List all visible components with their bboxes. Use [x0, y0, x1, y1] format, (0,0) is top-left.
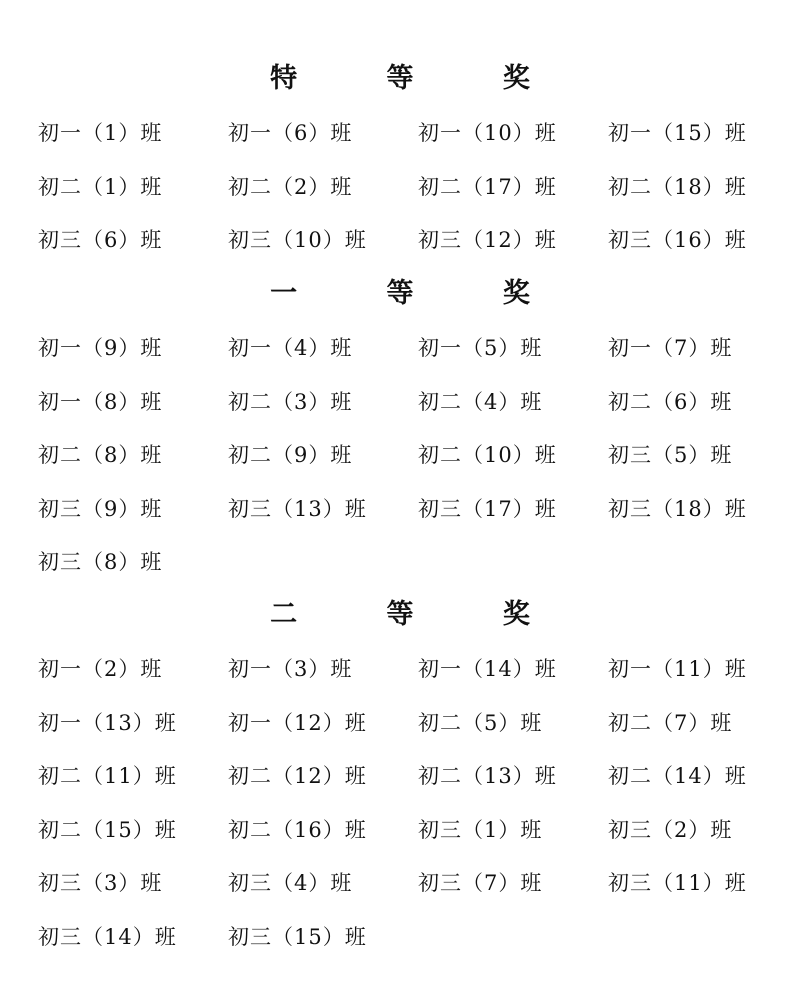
class-entry: 初三（3）班: [38, 871, 163, 895]
class-entry: 初三（15）班: [228, 924, 367, 949]
class-entry: 初二（15）班: [38, 817, 177, 842]
table-row: [0, 762, 800, 816]
table-row: [0, 119, 800, 173]
class-entry: 初一（5）班: [418, 336, 543, 360]
class-entry: 初一（3）班: [228, 657, 353, 681]
class-entry: 初三（1）班: [418, 817, 543, 842]
class-entry: 初二（18）班: [608, 174, 747, 199]
table-row: [0, 548, 800, 602]
table-row: [0, 923, 800, 977]
class-entry: 初三（2）班: [608, 817, 733, 842]
class-entry: 初三（7）班: [418, 871, 543, 895]
table-row: [0, 709, 800, 763]
class-entry: 初一（11）班: [608, 657, 747, 681]
class-entry: 初三（10）班: [228, 228, 367, 252]
section-title: 特 等 奖: [270, 63, 570, 94]
class-entry: 初二（2）班: [228, 174, 353, 199]
table-row: [0, 495, 800, 549]
class-entry: 初一（7）班: [608, 336, 733, 360]
class-entry: 初三（12）班: [418, 228, 557, 252]
class-entry: 初二（5）班: [418, 710, 543, 735]
table-row: [0, 334, 800, 388]
class-entry: 初三（14）班: [38, 924, 177, 949]
table-row: [0, 816, 800, 870]
class-entry: 初一（14）班: [418, 657, 557, 681]
class-entry: 初三（4）班: [228, 871, 353, 895]
table-row: [0, 226, 800, 280]
class-entry: 初一（13）班: [38, 710, 177, 735]
class-entry: 初二（8）班: [38, 443, 163, 467]
class-entry: 初二（1）班: [38, 174, 163, 199]
class-entry: 初二（17）班: [418, 174, 557, 199]
table-row: [0, 388, 800, 442]
class-entry: 初三（16）班: [608, 228, 747, 252]
table-row: [0, 173, 800, 227]
class-entry: 初三（13）班: [228, 496, 367, 521]
class-entry: 初三（6）班: [38, 228, 163, 252]
class-entry: 初二（10）班: [418, 443, 557, 467]
section-title: 一 等 奖: [270, 278, 570, 309]
section-title: 二 等 奖: [270, 599, 570, 630]
class-entry: 初二（7）班: [608, 710, 733, 735]
class-entry: 初二（9）班: [228, 443, 353, 467]
class-entry: 初一（15）班: [608, 121, 747, 145]
class-entry: 初一（2）班: [38, 657, 163, 681]
class-entry: 初二（14）班: [608, 764, 747, 788]
class-entry: 初一（9）班: [38, 336, 163, 360]
class-entry: 初二（3）班: [228, 389, 353, 414]
class-entry: 初二（12）班: [228, 764, 367, 788]
class-entry: 初三（8）班: [38, 550, 163, 574]
class-entry: 初三（9）班: [38, 496, 163, 521]
class-entry: 初一（1）班: [38, 121, 163, 145]
class-entry: 初二（13）班: [418, 764, 557, 788]
class-grid: [0, 119, 800, 280]
class-entry: 初二（4）班: [418, 389, 543, 414]
class-entry: 初三（17）班: [418, 496, 557, 521]
class-entry: 初二（16）班: [228, 817, 367, 842]
class-entry: 初二（6）班: [608, 389, 733, 414]
class-entry: 初三（18）班: [608, 496, 747, 521]
class-grid: [0, 334, 800, 602]
class-entry: 初二（11）班: [38, 764, 177, 788]
class-grid: [0, 655, 800, 976]
class-entry: 初一（12）班: [228, 710, 367, 735]
class-entry: 初三（11）班: [608, 871, 747, 895]
class-entry: 初一（4）班: [228, 336, 353, 360]
class-entry: 初一（8）班: [38, 389, 163, 414]
class-entry: 初三（5）班: [608, 443, 733, 467]
class-entry: 初一（10）班: [418, 121, 557, 145]
table-row: [0, 441, 800, 495]
table-row: [0, 655, 800, 709]
table-row: [0, 869, 800, 923]
class-entry: 初一（6）班: [228, 121, 353, 145]
